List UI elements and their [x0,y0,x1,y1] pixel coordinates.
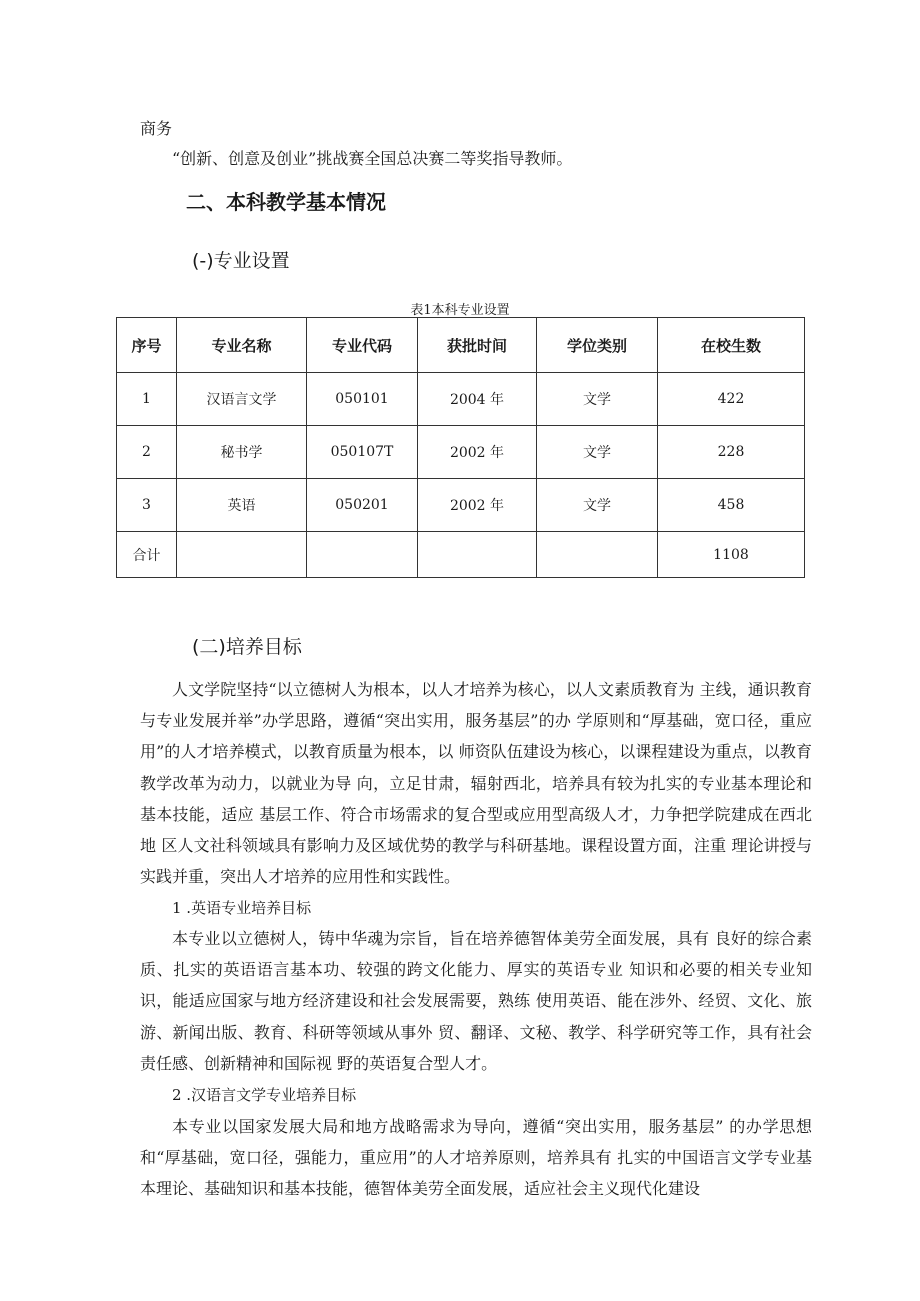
subsection-title-training-goals: (二)培养目标 [192,636,302,658]
header-approval-time: 获批时间 [418,318,537,373]
total-label: 合计 [117,532,177,578]
paragraph-text: 人文学院坚持“以立德树人为根本，以人才培养为核心，以人文素质教育为 主线，通识教育与专业发展并举”办学思路，遵循“突出实用，服务基层”的办 学原则和“厚基础，宽口径，重应用”的人才培养模式，以教育质量为根本，以 师资队伍建设为核心，以课程建设为重点，以教育教学改革为动力，以就业为导 向，立足甘肃，辐射西北，培养具有较为扎实的专业基本理论和基本技能，适应 基层工作、符合市场需求的复合型或应用型高级人才，力争把学院建成在西北地 区人文社科领域具有影响力及区域优势的教学与科研基地。课程设置方面，注重 理论讲授与实践并重，突出人才培养的应用性和实践性。 [140,680,812,887]
cell: 秘书学 [177,426,307,479]
subsection-title-major-setup: (-)专业设置 [192,250,290,272]
cell [307,532,418,578]
cell: 1 [117,373,177,426]
cell: 汉语言文学 [177,373,307,426]
table-header-row [117,318,805,373]
cell: 文学 [537,426,658,479]
paragraph-college-philosophy [140,674,812,892]
paragraph-english-goals [140,923,812,1079]
cell: 458 [658,479,805,532]
table-caption: 表1本科专业设置 [410,303,510,318]
cell: 文学 [537,479,658,532]
item-title-english: 1 .英语专业培养目标 [172,899,312,917]
paragraph-text: 本专业以立德树人，铸中华魂为宗旨，旨在培养德智体美劳全面发展，具有 良好的综合素质、扎实的英语语言基本功、较强的跨文化能力、厚实的英语专业 知识和必要的相关专业知识，能适应国家与地方经济建设和社会发展需要，熟练 使用英语、能在涉外、经贸、文化、旅游、新闻出版、教育、科研等领域从事外 贸、翻译、文秘、教学、科学研究等工作，具有社会责任感、创新精神和国际视 野的英语复合型人才。 [140,929,812,1073]
cell: 2002 年 [418,479,537,532]
cell: 422 [658,373,805,426]
header-major-name: 专业名称 [177,318,307,373]
table-row [117,373,805,426]
table-total-row [117,532,805,578]
cell: 050107T [307,426,418,479]
cell [537,532,658,578]
cell: 050101 [307,373,418,426]
header-index: 序号 [117,318,177,373]
cell: 3 [117,479,177,532]
cell: 2004 年 [418,373,537,426]
header-major-code: 专业代码 [307,318,418,373]
cell [418,532,537,578]
header-student-count: 在校生数 [658,318,805,373]
total-student-count: 1108 [658,532,805,578]
cell: 2002 年 [418,426,537,479]
cell: 2 [117,426,177,479]
cell: 228 [658,426,805,479]
table-row [117,426,805,479]
continued-line-2: “创新、创意及创业”挑战赛全国总决赛二等奖指导教师。 [172,149,573,168]
major-setup-table [116,317,805,578]
cell: 文学 [537,373,658,426]
paragraph-chinese-literature-goals [140,1111,812,1205]
item-title-chinese-literature: 2 .汉语言文学专业培养目标 [172,1086,357,1104]
cell [177,532,307,578]
cell: 英语 [177,479,307,532]
table-row [117,479,805,532]
paragraph-text: 本专业以国家发展大局和地方战略需求为导向，遵循“突出实用，服务基层” 的办学思想和“厚基础，宽口径，强能力，重应用”的人才培养原则，培养具有 扎实的中国语言文学专业基本理论、基础知识和基本技能，德智体美劳全面发展，适应社会主义现代化建设 [140,1117,812,1199]
cell: 050201 [307,479,418,532]
section-title: 二、本科教学基本情况 [186,190,386,214]
continued-line-1: 商务 [140,119,173,138]
header-degree-type: 学位类别 [537,318,658,373]
